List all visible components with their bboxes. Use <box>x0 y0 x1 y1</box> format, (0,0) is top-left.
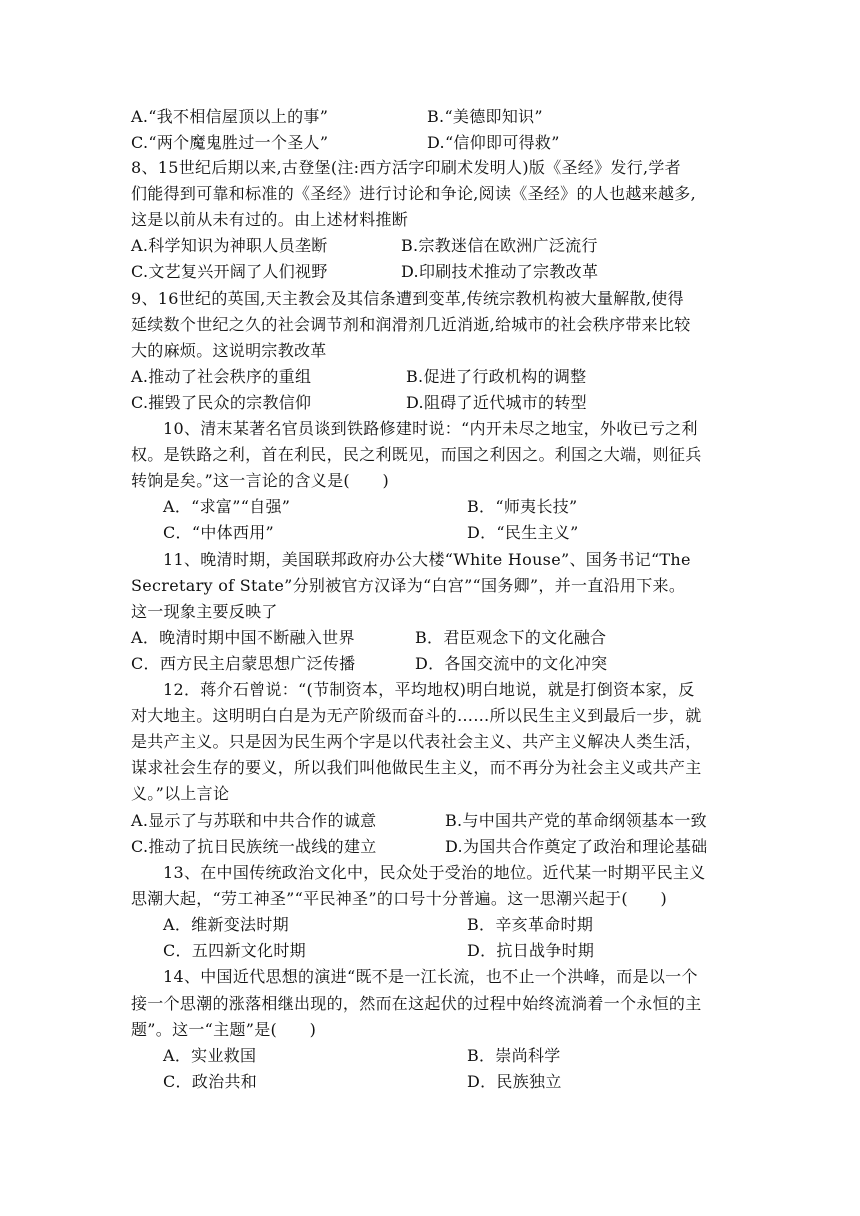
q7-option-a: A.“我不相信屋顶以上的事” <box>131 107 329 126</box>
q11-option-c: C．西方民主启蒙思想广泛传播 <box>131 654 356 673</box>
q8-stem-line: 这是以前从未有过的。由上述材料推断 <box>131 210 409 229</box>
q11-option-a: A．晚清时期中国不断融入世界 <box>131 628 355 647</box>
q8-option-b: B.宗教迷信在欧洲广泛流行 <box>401 236 598 255</box>
q10-option-d: D．“民生主义” <box>467 523 579 542</box>
q10-stem-line: 权。是铁路之利，首在利民，民之利既见，而国之利因之。利国之大端，则征兵 <box>131 445 702 464</box>
q9-stem-line: 大的麻烦。这说明宗教改革 <box>131 341 327 360</box>
q9-stem-line: 9、16世纪的英国,天主教会及其信条遭到变革,传统宗教机构被大量解散,使得 <box>131 289 684 308</box>
q10-stem-line: 10、清末某著名官员谈到铁路修建时说：“内开未尽之地宝，外收已亏之利 <box>163 419 698 438</box>
q14-option-b: B．崇尚科学 <box>467 1046 561 1065</box>
q13-stem-line: 思潮大起，“劳工神圣”“平民神圣”的口号十分普遍。这一思潮兴起于( ) <box>131 889 668 908</box>
q7-option-d: D.“信仰即可得救” <box>427 133 560 152</box>
q12-stem-line: 是共产主义。只是因为民生两个字是以代表社会主义、共产主义解决人类生活， <box>131 732 702 751</box>
q10-stem-line: 转饷是矣。”这一言论的含义是( ) <box>131 471 390 490</box>
q12-stem-line: 谋求社会生存的要义，所以我们叫他做民生主义，而不再分为社会主义或共产主 <box>131 758 702 777</box>
q13-option-c: C．五四新文化时期 <box>163 941 306 960</box>
q13-option-a: A．维新变法时期 <box>163 915 289 934</box>
q13-option-b: B．辛亥革命时期 <box>467 915 594 934</box>
q12-option-b: B.与中国共产党的革命纲领基本一致 <box>445 811 707 830</box>
q12-option-a: A.显示了与苏联和中共合作的诚意 <box>131 811 377 830</box>
q10-option-c: C．“中体西用” <box>163 523 275 542</box>
q8-option-a: A.科学知识为神职人员垄断 <box>131 236 328 255</box>
q7-option-c: C.“两个魔鬼胜过一个圣人” <box>131 133 329 152</box>
q11-stem-line: 这一现象主要反映了 <box>131 602 278 621</box>
q12-stem-line: 对大地主。这明明白白是为无产阶级而奋斗的……所以民生主义到最后一步，就 <box>131 706 702 725</box>
q14-option-d: D．民族独立 <box>467 1072 562 1091</box>
q8-stem-line: 8、15世纪后期以来,古登堡(注:西方活字印刷术发明人)版《圣经》发行,学者 <box>131 158 681 177</box>
q13-option-d: D．抗日战争时期 <box>467 941 595 960</box>
q8-stem-line: 们能得到可靠和标准的《圣经》进行讨论和争论,阅读《圣经》的人也越来越多, <box>131 184 696 203</box>
q8-option-d: D.印刷技术推动了宗教改革 <box>401 262 599 281</box>
q12-stem-line: 12．蒋介石曾说：“(节制资本，平均地权)明白地说，就是打倒资本家，反 <box>163 680 695 699</box>
q7-option-b: B.“美德即知识” <box>427 107 543 126</box>
q13-stem-line: 13、在中国传统政治文化中，民众处于受治的地位。近代某一时期平民主义 <box>163 863 706 882</box>
q12-option-d: D.为国共合作奠定了政治和理论基础 <box>445 837 708 856</box>
q9-stem-line: 延续数个世纪之久的社会调节剂和润滑剂几近消逝,给城市的社会秩序带来比较 <box>131 315 691 334</box>
q11-option-b: B．君臣观念下的文化融合 <box>415 628 607 647</box>
q10-option-a: A．“求富”“自强” <box>163 497 291 516</box>
q8-option-c: C.文艺复兴开阔了人们视野 <box>131 262 328 281</box>
q9-option-c: C.摧毁了民众的宗教信仰 <box>131 393 312 412</box>
q14-option-a: A．实业救国 <box>163 1046 257 1065</box>
q12-stem-line: 义。”以上言论 <box>131 784 230 803</box>
q14-option-c: C．政治共和 <box>163 1072 258 1091</box>
q9-option-b: B.促进了行政机构的调整 <box>406 367 587 386</box>
q14-stem-line: 接一个思潮的涨落相继出现的，然而在这起伏的过程中始终流淌着一个永恒的主 <box>131 994 702 1013</box>
q11-stem-line: 11、晚清时期，美国联邦政府办公大楼“White House”、国务书记“The <box>163 550 691 569</box>
q9-option-a: A.推动了社会秩序的重组 <box>131 367 312 386</box>
q11-option-d: D．各国交流中的文化冲突 <box>415 654 608 673</box>
q14-stem-line: 14、中国近代思想的演进“既不是一江长流，也不止一个洪峰，而是以一个 <box>163 967 698 986</box>
q10-option-b: B．“师夷长技” <box>467 497 578 516</box>
q11-stem-line: Secretary of State”分别被官方汉译为“白宫”“国务卿”，并一直沿用下来。 <box>131 576 686 595</box>
q9-option-d: D.阻碍了近代城市的转型 <box>406 393 587 412</box>
q12-option-c: C.推动了抗日民族统一战线的建立 <box>131 837 377 856</box>
q14-stem-line: 题”。这一“主题”是( ) <box>131 1020 317 1039</box>
